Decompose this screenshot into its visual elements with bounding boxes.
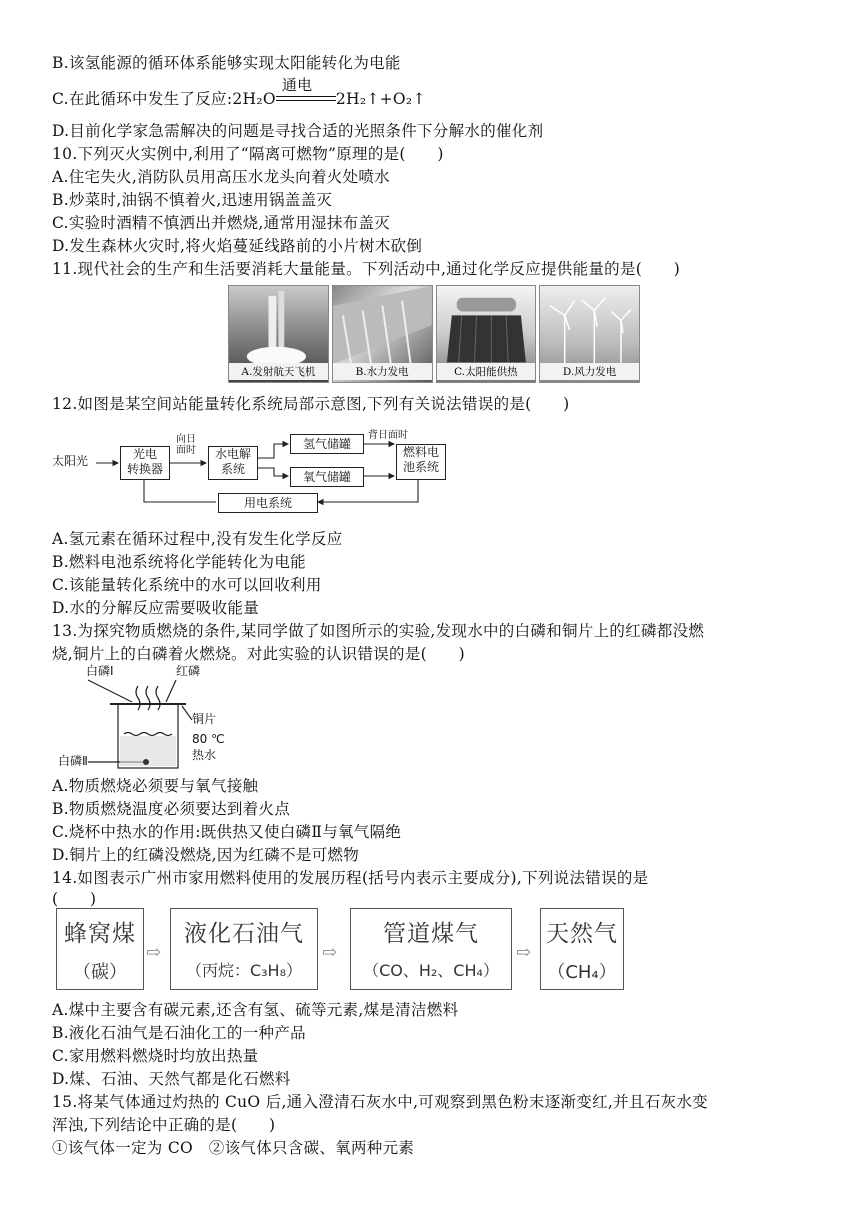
box-line: 池系统: [402, 460, 439, 474]
sunlight-label: 太阳光: [52, 454, 89, 468]
fuel-name: 液化石油气: [184, 921, 304, 947]
hydropower-photo: [332, 285, 433, 383]
box-line: 系统: [220, 462, 245, 476]
q10-option-b: B.炒菜时,油锅不慎着火,迅速用锅盖盖灭: [52, 191, 333, 209]
h2-tank-box: 氢气储罐: [290, 434, 364, 454]
photo-caption: D.风力发电: [540, 363, 639, 380]
box-line: 燃料电: [402, 445, 439, 459]
q12-option-c: C.该能量转化系统中的水可以回收利用: [52, 576, 322, 594]
q11-stem: 11.现代社会的生产和生活要消耗大量能量。下列活动中,通过化学反应提供能量的是( ): [52, 260, 681, 278]
fuel-composition: （CH₄）: [547, 962, 617, 983]
q14-stem: 14.如图表示广州市家用燃料使用的发展历程(括号内表示主要成分),下列说法错误的是: [52, 869, 649, 887]
label-line: 向日: [176, 434, 196, 445]
q14-stem-cont: ( ): [52, 890, 97, 908]
back-side-label: 背日面时: [368, 430, 408, 441]
fuel-box-coal-gas: [350, 908, 512, 990]
fuel-name: 管道煤气: [383, 921, 479, 947]
q10-option-a: A.住宅失火,消防队员用高压水龙头向着火处喷水: [52, 168, 390, 186]
arrow-icon: ⇨: [322, 942, 338, 963]
fuel-name: 天然气: [546, 921, 618, 947]
fuel-composition: （丙烷：C₃H₈）: [185, 961, 303, 980]
power-system-box: 用电系统: [218, 493, 318, 513]
box-line: 光电: [132, 447, 157, 461]
photo-caption: C.太阳能供热: [437, 363, 536, 380]
equation-condition: 通电: [281, 76, 313, 94]
q14-option-c: C.家用燃料燃烧时均放出热量: [52, 1047, 259, 1065]
arrow-icon: ⇨: [146, 942, 162, 963]
q13-option-a: A.物质燃烧必须要与氧气接触: [52, 777, 259, 795]
q9-option-c: [52, 76, 426, 110]
red-p-label: 红磷: [176, 664, 201, 678]
q12-option-d: D.水的分解反应需要吸收能量: [52, 599, 260, 617]
q12-option-a: A.氢元素在循环过程中,没有发生化学反应: [52, 530, 343, 548]
temp-label: 80 ℃: [192, 732, 225, 746]
fuel-composition: （碳）: [73, 962, 127, 983]
q12-option-b: B.燃料电池系统将化学能转化为电能: [52, 553, 306, 571]
fuel-box-coal: [56, 908, 144, 990]
q11-photo-figure: [228, 285, 640, 383]
q9-option-b: B.该氢能源的循环体系能够实现太阳能转化为电能: [52, 54, 401, 72]
o2-tank-box: 氧气储罐: [290, 467, 364, 487]
solar-heater-photo: [436, 285, 537, 383]
equation-prefix: C.在此循环中发生了反应:2H₂O: [52, 90, 276, 108]
white-p1-label: 白磷Ⅰ: [86, 664, 114, 678]
q15-stem: 15.将某气体通过灼热的 CuO 后,通入澄清石灰水中,可观察到黑色粉末逐渐变红,并且石灰水变: [52, 1093, 708, 1111]
equation-suffix: 2H₂↑+O₂↑: [335, 90, 426, 108]
white-p2-label: 白磷Ⅱ: [58, 754, 88, 768]
energy-system-diagram: [52, 430, 472, 522]
equation-arrow: [276, 76, 336, 110]
q13-option-c: C.烧杯中热水的作用:既供热又使白磷Ⅱ与氧气隔绝: [52, 823, 402, 841]
q10-option-c: C.实验时酒精不慎洒出并燃烧,通常用湿抹布盖灭: [52, 214, 391, 232]
electrolysis-box: [208, 446, 258, 480]
hot-water-label: 热水: [192, 748, 217, 762]
copper-label: 铜片: [192, 712, 217, 726]
q10-option-d: D.发生森林火灾时,将火焰蔓延线路前的小片树木砍倒: [52, 237, 423, 255]
q13-stem-cont: 烧,铜片上的白磷着火燃烧。对此实验的认识错误的是( ): [52, 645, 465, 663]
q12-stem: 12.如图是某空间站能量转化系统局部示意图,下列有关说法错误的是( ): [52, 395, 570, 413]
q9-option-d: D.目前化学家急需解决的问题是寻找合适的光照条件下分解水的催化剂: [52, 122, 544, 140]
sun-side-label: [176, 434, 196, 456]
box-line: 转换器: [126, 462, 163, 476]
q13-stem: 13.为探究物质燃烧的条件,某同学做了如图所示的实验,发现水中的白磷和铜片上的红磷都没燃: [52, 622, 705, 640]
fuel-name: 蜂窝煤: [64, 921, 136, 947]
q14-option-b: B.液化石油气是石油化工的一种产品: [52, 1024, 306, 1042]
arrow-icon: ⇨: [516, 942, 532, 963]
wind-power-photo: [539, 285, 640, 383]
fuel-composition: （CO、H₂、CH₄）: [363, 961, 499, 980]
q15-statements: ①该气体一定为 CO ②该气体只含碳、氧两种元素: [52, 1139, 415, 1157]
q14-option-d: D.煤、石油、天然气都是化石燃料: [52, 1070, 291, 1088]
q14-option-a: A.煤中主要含有碳元素,还含有氢、硫等元素,煤是清洁燃料: [52, 1001, 459, 1019]
q15-stem-cont: 浑浊,下列结论中正确的是( ): [52, 1116, 276, 1134]
label-line: 面时: [176, 445, 196, 456]
fuel-box-natural-gas: [540, 908, 624, 990]
shuttle-launch-photo: [228, 285, 329, 383]
fuel-cell-box: [396, 444, 446, 480]
photo-caption: B.水力发电: [333, 363, 432, 380]
fuel-box-lpg: [170, 908, 318, 990]
converter-box: [120, 446, 170, 480]
q10-stem: 10.下列灭火实例中,利用了“隔离可燃物”原理的是( ): [52, 145, 444, 163]
q13-option-b: B.物质燃烧温度必须要达到着火点: [52, 800, 291, 818]
box-line: 水电解: [214, 447, 251, 461]
combustion-experiment-figure: [58, 664, 248, 774]
photo-caption: A.发射航天飞机: [229, 363, 328, 380]
q13-option-d: D.铜片上的红磷没燃烧,因为红磷不是可燃物: [52, 846, 360, 864]
